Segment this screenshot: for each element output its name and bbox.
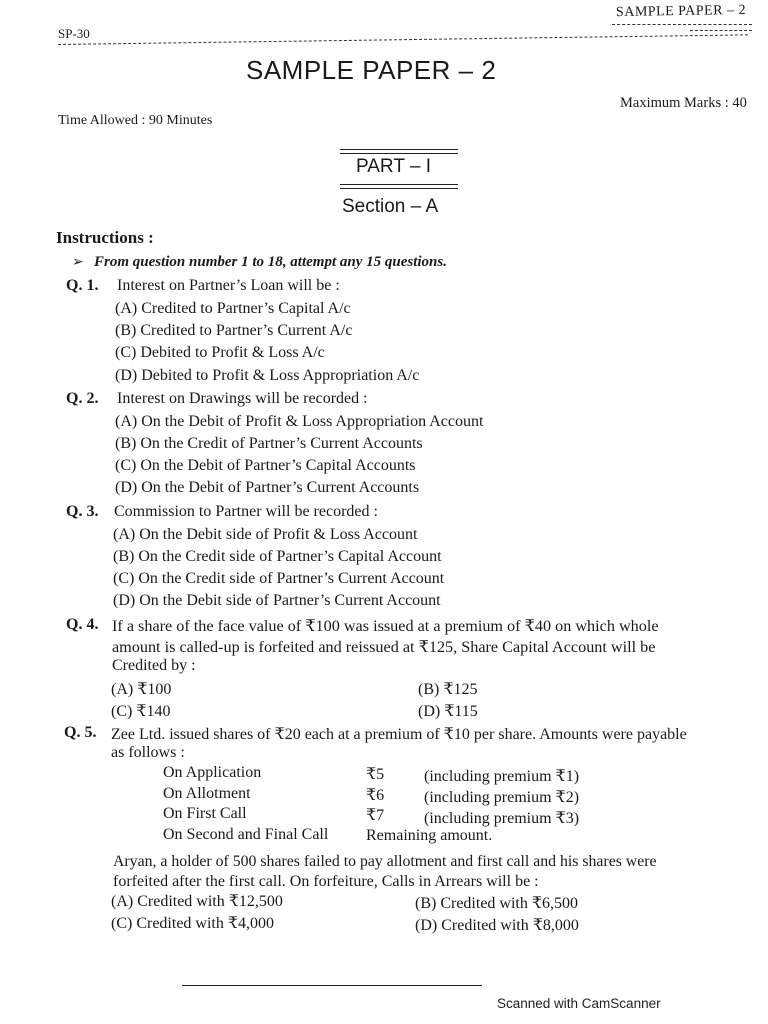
question-number: Q. 2. — [66, 390, 99, 407]
option: (C) Debited to Profit & Loss A/c — [115, 344, 325, 361]
option: (B) ₹125 — [418, 681, 478, 698]
option: (B) On the Credit of Partner’s Current Accounts — [115, 435, 423, 452]
option: (B) Credited with ₹6,500 — [415, 895, 579, 912]
schedule-stage: On Application — [163, 764, 262, 781]
option: (A) On the Debit side of Profit & Loss Account — [113, 526, 418, 543]
option: (A) Credited to Partner’s Capital A/c — [115, 300, 351, 317]
schedule-note: (including premium ₹1) — [424, 768, 580, 785]
question-number: Q. 4. — [66, 616, 99, 633]
question-number: Q. 3. — [66, 503, 99, 520]
option: (C) On the Debit of Partner’s Capital Accounts — [115, 457, 416, 474]
option: (D) On the Debit side of Partner’s Current Account — [113, 592, 441, 609]
schedule-stage: On First Call — [163, 805, 247, 822]
part-rule-bottom-2 — [340, 188, 458, 189]
part-rule-bottom — [340, 184, 458, 185]
option: (B) On the Credit side of Partner’s Capital Account — [113, 548, 442, 565]
footer-rule — [182, 985, 482, 986]
schedule-amount: Remaining amount. — [366, 827, 493, 844]
instructions-bullet-icon: ➢ — [72, 255, 84, 270]
schedule-stage: On Second and Final Call — [163, 826, 329, 843]
header-dashed-rule — [58, 34, 748, 45]
option: (C) On the Credit side of Partner’s Current Account — [113, 570, 445, 587]
question-number: Q. 5. — [64, 724, 97, 741]
question-line: amount is called-up is forfeited and reissued at ₹125, Share Capital Account will be — [112, 638, 656, 656]
option: (D) ₹115 — [418, 703, 478, 720]
running-head: SAMPLE PAPER – 2 — [615, 2, 747, 21]
schedule-amount: ₹7 — [366, 807, 385, 824]
question-line: Credited by : — [112, 657, 196, 674]
question-text: Interest on Partner’s Loan will be : — [117, 277, 340, 294]
schedule-amount: ₹5 — [366, 766, 385, 783]
schedule-amount: ₹6 — [366, 787, 385, 804]
option: (D) Debited to Profit & Loss Appropriation A/c — [115, 367, 420, 384]
option: (A) On the Debit of Profit & Loss Appropriation Account — [115, 413, 484, 430]
option: (D) Credited with ₹8,000 — [415, 917, 579, 934]
maximum-marks: Maximum Marks : 40 — [620, 95, 747, 111]
part-rule-top — [340, 149, 458, 150]
page-code: SP-30 — [58, 26, 90, 41]
schedule-stage: On Allotment — [163, 785, 251, 802]
section-heading: Section – A — [342, 196, 439, 217]
option: (C) Credited with ₹4,000 — [111, 915, 275, 932]
question-line: as follows : — [111, 744, 185, 761]
question-line: If a share of the face value of ₹100 was issued at a premium of ₹40 on which whole — [112, 617, 659, 635]
running-head-underline — [612, 24, 752, 25]
question-text: Interest on Drawings will be recorded : — [117, 390, 368, 407]
scanner-watermark: Scanned with CamScanner — [497, 996, 661, 1011]
page-title: SAMPLE PAPER – 2 — [246, 55, 497, 85]
question-number: Q. 1. — [66, 277, 99, 294]
part-heading: PART – I — [356, 156, 431, 177]
question-text: Commission to Partner will be recorded : — [114, 503, 378, 520]
option: (C) ₹140 — [111, 703, 171, 720]
running-head-underline-2 — [690, 30, 752, 31]
option: (B) Credited to Partner’s Current A/c — [115, 322, 353, 339]
schedule-note: (including premium ₹2) — [424, 789, 580, 806]
instructions-heading: Instructions : — [56, 228, 154, 247]
part-rule-top-2 — [340, 153, 458, 154]
option: (A) ₹100 — [111, 681, 172, 698]
option: (D) On the Debit of Partner’s Current Accounts — [115, 479, 420, 496]
instructions-text: From question number 1 to 18, attempt any 15 questions. — [94, 254, 447, 270]
question-line: Aryan, a holder of 500 shares failed to pay allotment and first call and his shares were — [113, 853, 657, 870]
time-allowed: Time Allowed : 90 Minutes — [58, 113, 213, 128]
option: (A) Credited with ₹12,500 — [111, 893, 283, 910]
question-line: Zee Ltd. issued shares of ₹20 each at a premium of ₹10 per share. Amounts were payable — [111, 726, 687, 743]
question-line: forfeited after the first call. On forfeiture, Calls in Arrears will be : — [113, 873, 539, 890]
schedule-note: (including premium ₹3) — [424, 810, 580, 827]
